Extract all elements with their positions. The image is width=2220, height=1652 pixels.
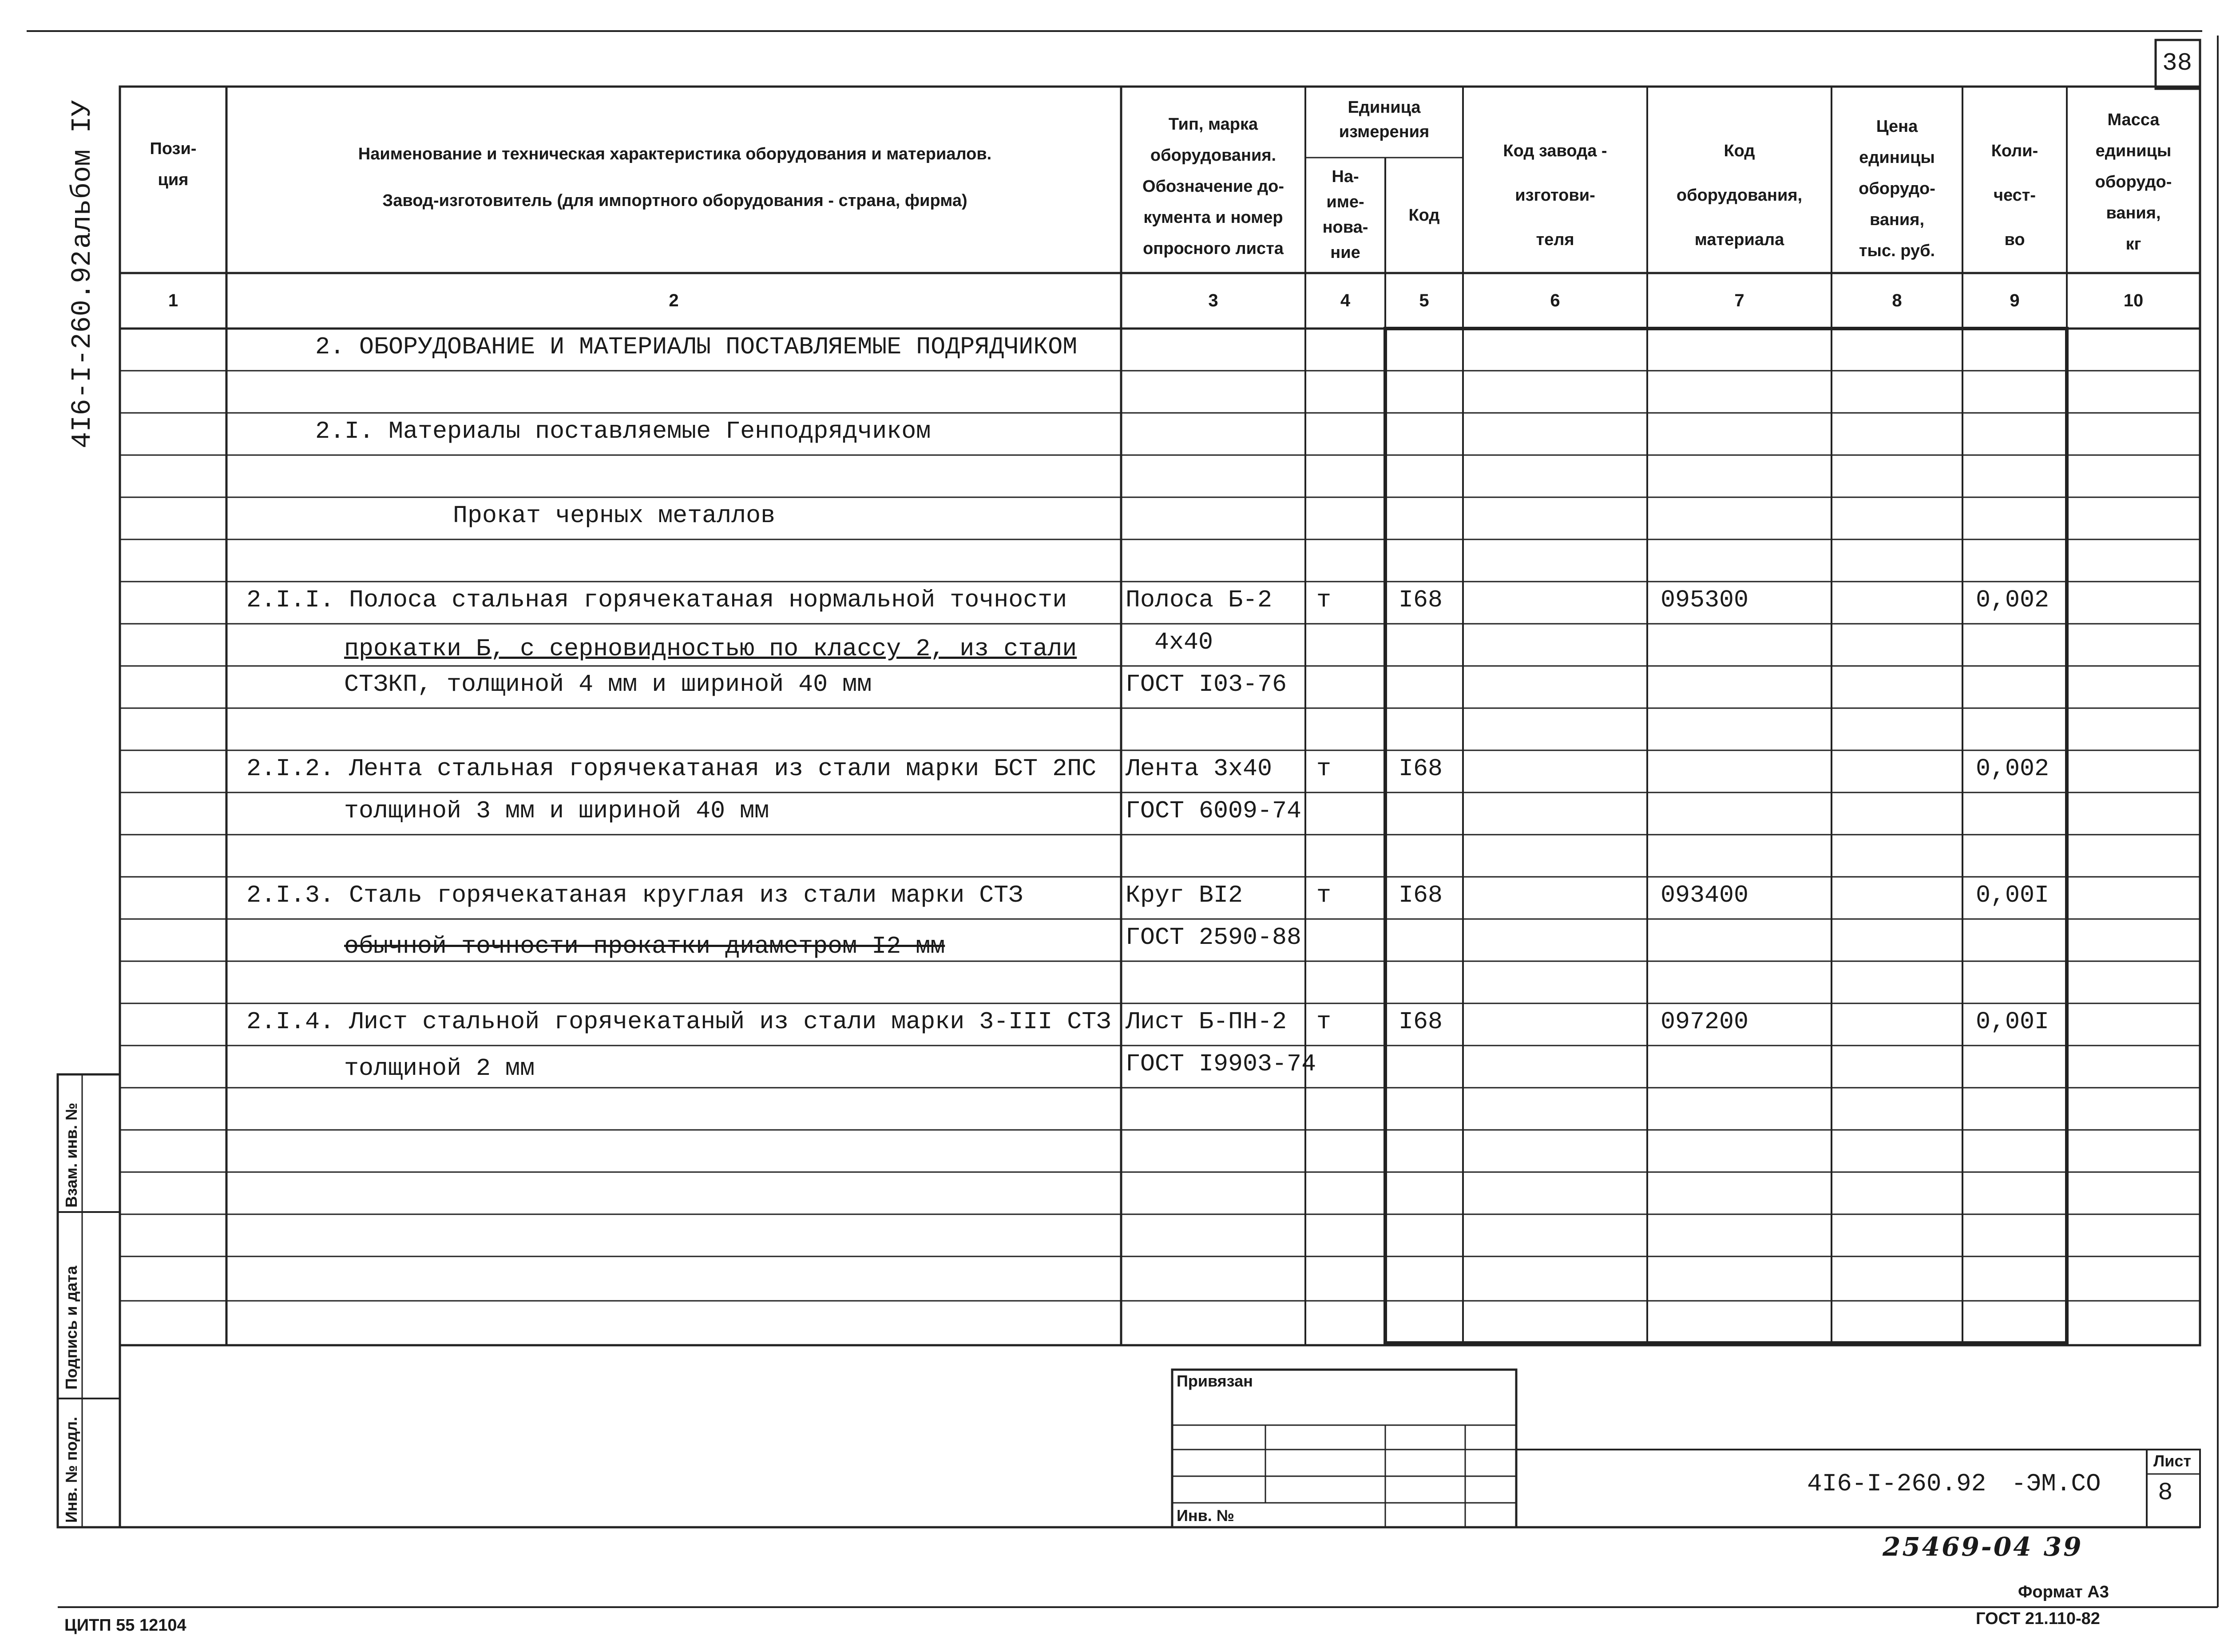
- col-number: 2: [669, 291, 679, 310]
- item-material-code: 097200: [1661, 1008, 1749, 1036]
- item-material-code: 093400: [1661, 881, 1749, 909]
- item-text: толщиной 2 мм: [344, 1054, 535, 1082]
- item-text: СТЗКП, толщиной 4 мм и шириной 40 мм: [344, 670, 872, 698]
- handwritten-number: 25469-04 39: [1883, 1532, 2083, 1562]
- side-box-label-signature: Подпись и дата: [62, 1266, 80, 1390]
- item-type: ГОСТ I03-76: [1126, 670, 1287, 698]
- subsection-title: 2.I. Материалы поставляемые Генподрядчиком: [315, 417, 931, 445]
- col-number: 4: [1340, 291, 1351, 310]
- stamp-list-number: 8: [2158, 1478, 2173, 1507]
- header-col2: Наименование и техническая характеристика оборудования и материалов. Завод-изготовитель (для импортного оборудования - страна, фирма): [358, 145, 992, 210]
- item-text: 2.I.4. Лист стальной горячекатаный из стали марки 3-III СТЗ: [246, 1008, 1111, 1036]
- col-number: 8: [1892, 291, 1902, 310]
- item-unit-code: I68: [1399, 881, 1443, 909]
- item-type: ГОСТ I9903-74: [1126, 1050, 1316, 1078]
- header-col3: Тип, марка оборудования. Обозначение до- кумента и номер опросного листа: [1142, 115, 1284, 258]
- header-unit-group: Единица измерения: [1339, 98, 1430, 141]
- col-number: 5: [1419, 291, 1429, 310]
- format-label: Формат А3: [2018, 1583, 2109, 1601]
- col-number: 10: [2123, 291, 2144, 310]
- header-col10: Масса единицы оборудо- вания, кг: [2095, 111, 2172, 254]
- header-col4: На- име- нова- ние: [1322, 167, 1368, 262]
- sheet-corner-number: 38: [2162, 49, 2192, 77]
- item-text: 2.I.I. Полоса стальная горячекатаная нормальной точности: [246, 586, 1067, 614]
- item-unit-code: I68: [1399, 755, 1443, 783]
- col-number: 7: [1734, 291, 1744, 310]
- header-col5: Код: [1408, 206, 1440, 225]
- album-code: 4I6-I-260.92: [67, 250, 98, 448]
- item-quantity: 0,002: [1976, 755, 2050, 783]
- item-unit: т: [1316, 881, 1332, 909]
- item-type: Лист Б-ПН-2: [1126, 1008, 1287, 1036]
- stamp-doc-suffix: -ЭМ.СО: [2011, 1470, 2101, 1498]
- item-text: 2.I.2. Лента стальная горячекатаная из стали марки БСТ 2ПС: [246, 755, 1097, 783]
- header-col8: Цена единицы оборудо- вания, тыс. руб.: [1859, 117, 1935, 260]
- col-number: 9: [2010, 291, 2020, 310]
- stamp-inv-no: Инв. №: [1177, 1506, 1234, 1525]
- section-title: 2. ОБОРУДОВАНИЕ И МАТЕРИАЛЫ ПОСТАВЛЯЕМЫЕ ПОДРЯДЧИКОМ: [315, 333, 1078, 361]
- header-col7: Код оборудования, материала: [1676, 142, 1803, 249]
- stamp-doc-code: 4I6-I-260.92: [1807, 1470, 1986, 1498]
- item-type: ГОСТ 2590-88: [1126, 923, 1302, 951]
- stamp-list-label: Лист: [2153, 1452, 2192, 1470]
- item-unit: т: [1316, 586, 1332, 614]
- col-number: 6: [1550, 291, 1560, 310]
- item-text: 2.I.3. Сталь горячекатаная круглая из стали марки СТЗ: [246, 881, 1023, 909]
- item-text: прокатки Б, с серновидностью по классу 2, из стали: [344, 635, 1077, 663]
- item-unit: т: [1316, 755, 1332, 783]
- item-type: Круг ВI2: [1126, 881, 1243, 909]
- item-text: толщиной 3 мм и шириной 40 мм: [344, 797, 769, 825]
- gost-label: ГОСТ 21.110-82: [1976, 1609, 2100, 1628]
- item-type: Полоса Б-2: [1126, 586, 1273, 614]
- item-text: обычной точности прокатки диаметром I2 мм: [344, 932, 945, 960]
- item-type: 4х40: [1154, 628, 1213, 656]
- side-box-label-replace: Взам. инв. №: [62, 1102, 80, 1208]
- header-col9: Коли- чест- во: [1991, 142, 2038, 249]
- item-quantity: 0,00I: [1976, 1008, 2050, 1036]
- item-type: Лента 3х40: [1126, 755, 1273, 783]
- album-label: альбом IУ: [67, 100, 98, 249]
- item-unit-code: I68: [1399, 1008, 1443, 1036]
- col-number: 1: [168, 291, 178, 310]
- stamp-privyazan: Привязан: [1177, 1372, 1253, 1390]
- side-box-label-inv: Инв. № подл.: [62, 1417, 80, 1523]
- header-col6: Код завода - изготови- теля: [1503, 142, 1607, 249]
- item-unit-code: I68: [1399, 586, 1443, 614]
- group-title: Прокат черных металлов: [453, 502, 776, 530]
- header-col1: Пози- ция: [150, 139, 197, 189]
- item-unit: т: [1316, 1008, 1332, 1036]
- item-type: ГОСТ 6009-74: [1126, 797, 1302, 825]
- col-number: 3: [1208, 291, 1218, 310]
- item-quantity: 0,00I: [1976, 881, 2050, 909]
- item-material-code: 095300: [1661, 586, 1749, 614]
- item-quantity: 0,002: [1976, 586, 2050, 614]
- tsitp-label: ЦИТП 55 12104: [64, 1616, 186, 1635]
